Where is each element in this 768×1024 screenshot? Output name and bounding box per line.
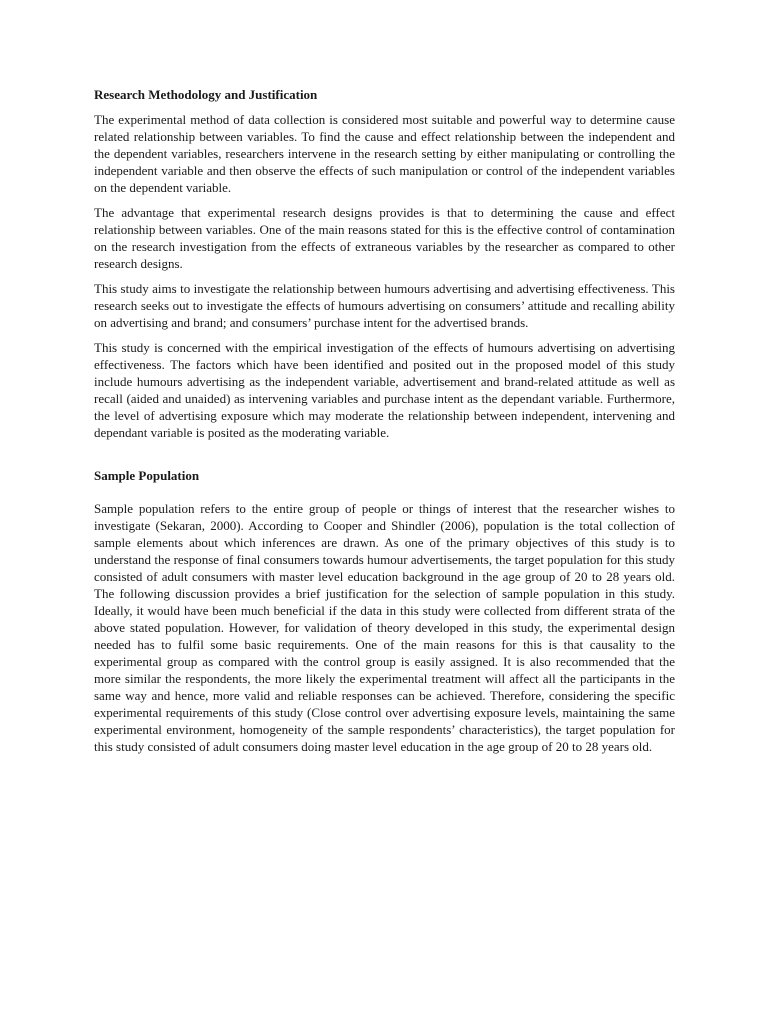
section-heading-sample-population: Sample Population: [94, 468, 200, 483]
section-heading-methodology: Research Methodology and Justification: [94, 87, 318, 102]
methodology-paragraph-1: The experimental method of data collection is considered most suitable and powerful way to determine cause related relationship between variables. To find the cause and effect relationship between the independent and the dependent variables, researchers intervene in the research setting by either manipulating or controlling the independent variable and then observe the effects of such manipulation or control of the independent variables on the dependent variable.: [94, 112, 675, 195]
document-page: [94, 86, 675, 763]
sample-population-paragraph: Sample population refers to the entire group of people or things of interest that the researcher wishes to investigate (Sekaran, 2000). According to Cooper and Shindler (2006), population is the total collection of sample elements about which inferences are drawn. As one of the primary objectives of this study is to understand the response of final consumers towards humour advertisements, the target population for this study consisted of adult consumers with master level education background in the age group of 20 to 28 years old. The following discussion provides a brief justification for the selection of sample population in this study. Ideally, it would have been much beneficial if the data in this study were collected from different strata of the above stated population. However, for validation of theory developed in this study, the experimental design needed has to fulfil some basic requirements. One of the main reasons for this is that causality to the experimental group as compared with the control group is easily assigned. It is also recommended that the more similar the respondents, the more likely the experimental treatment will affect all the participants in the same way and hence, more valid and reliable responses can be achieved. Therefore, considering the specific experimental requirements of this study (Close control over advertising exposure levels, maintaining the same experimental environment, homogeneity of the sample respondents’ characteristics), the target population for this study consisted of adult consumers doing master level education in the age group of 20 to 28 years old.: [94, 501, 675, 754]
methodology-paragraph-3: This study aims to investigate the relationship between humours advertising and advertising effectiveness. This research seeks out to investigate the effects of humours advertising on consumers’ attitude and recalling ability on advertising and brand; and consumers’ purchase intent for the advertised brands.: [94, 281, 675, 330]
methodology-paragraph-4: This study is concerned with the empirical investigation of the effects of humours advertising on advertising effectiveness. The factors which have been identified and posited out in the proposed model of this study include humours advertising as the independent variable, advertisement and brand-related attitude as well as recall (aided and unaided) as intervening variables and purchase intent as the dependant variable. Furthermore, the level of advertising exposure which may moderate the relationship between independent, intervening and dependant variable is posited as the moderating variable.: [94, 340, 675, 440]
section-spacer: [94, 449, 675, 467]
methodology-paragraph-2: The advantage that experimental research designs provides is that to determining the cause and effect relationship between variables. One of the main reasons stated for this is the effective control of contamination on the research investigation from the effects of extraneous variables by the researcher as compared to other research designs.: [94, 205, 675, 271]
